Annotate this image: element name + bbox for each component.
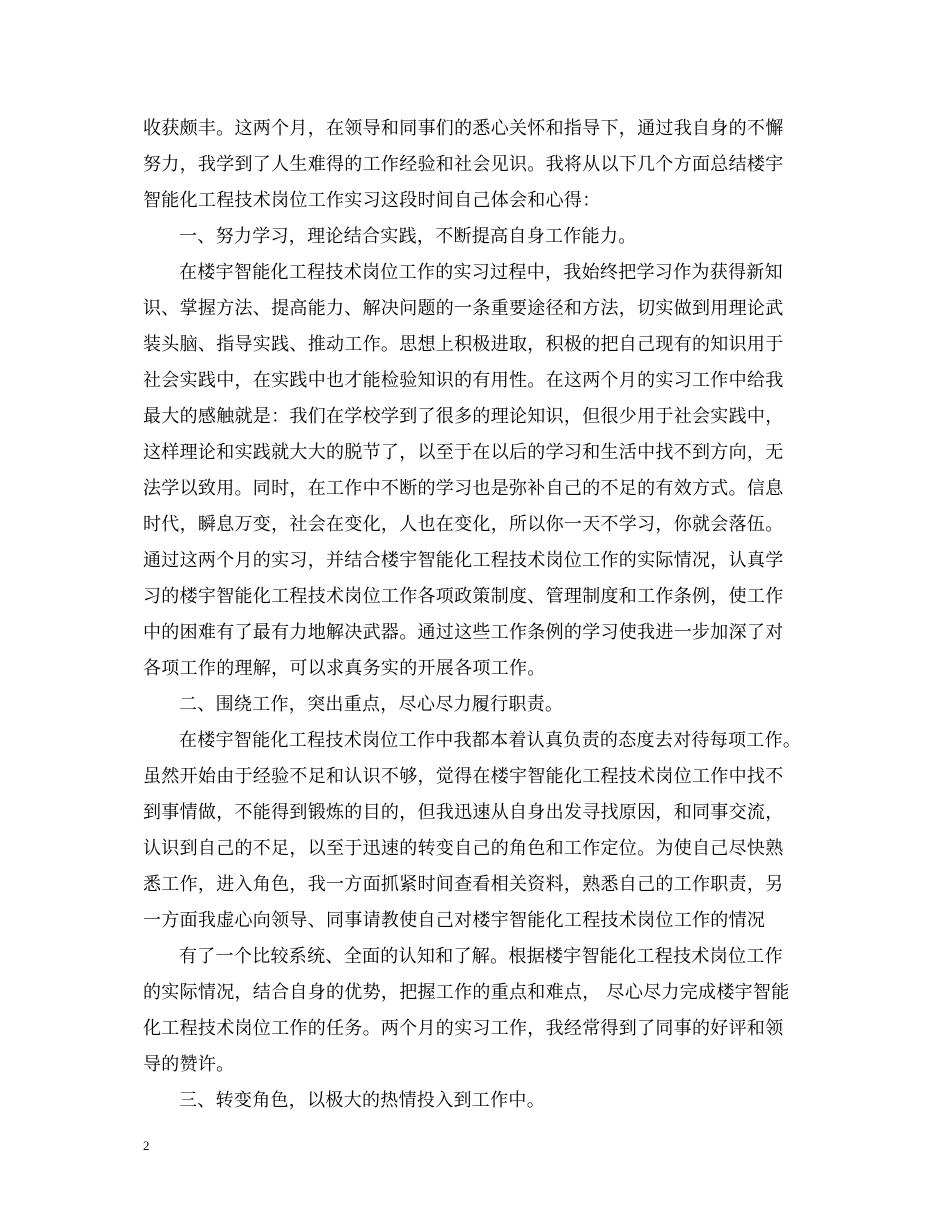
body-text-line: 的实际情况，结合自身的优势，把握工作的重点和难点， 尽心尽力完成楼宇智能 (143, 982, 790, 1003)
page-number: 2 (143, 1138, 150, 1153)
body-text-line: 习的楼宇智能化工程技术岗位工作各项政策制度、管理制度和工作条例，使工作 (143, 586, 784, 607)
body-text-line: 在楼宇智能化工程技术岗位工作中我都本着认真负责的态度去对待每项工作。 (179, 730, 802, 751)
body-text-line: 一方面我虚心向领导、同事请教使自己对楼宇智能化工程技术岗位工作的情况 (143, 910, 766, 931)
section-heading: 二、围绕工作，突出重点，尽心尽力履行职责。 (179, 694, 564, 715)
body-text-line: 通过这两个月的实习，并结合楼宇智能化工程技术岗位工作的实际情况，认真学 (143, 550, 784, 571)
body-text-line: 虽然开始由于经验不足和认识不够，觉得在楼宇智能化工程技术岗位工作中找不 (143, 766, 784, 787)
body-text-line: 最大的感触就是：我们在学校学到了很多的理论知识，但很少用于社会实践中， (143, 406, 784, 427)
body-text-line: 这样理论和实践就大大的脱节了，以至于在以后的学习和生活中找不到方向，无 (143, 442, 784, 463)
body-text-line: 化工程技术岗位工作的任务。两个月的实习工作，我经常得到了同事的好评和领 (143, 1018, 784, 1039)
body-text-line: 社会实践中，在实践中也才能检验知识的有用性。在这两个月的实习工作中给我 (143, 370, 784, 391)
body-text-line: 悉工作，进入角色，我一方面抓紧时间查看相关资料，熟悉自己的工作职责，另 (143, 874, 784, 895)
section-heading: 一、努力学习，理论结合实践，不断提高自身工作能力。 (179, 226, 637, 247)
body-text-line: 智能化工程技术岗位工作实习这段时间自己体会和心得： (143, 190, 601, 211)
body-text-line: 各项工作的理解，可以求真务实的开展各项工作。 (143, 658, 546, 679)
body-text-line: 时代，瞬息万变，社会在变化，人也在变化，所以你一天不学习，你就会落伍。 (143, 514, 784, 535)
body-text-line: 中的困难有了最有力地解决武器。通过这些工作条例的学习使我进一步加深了对 (143, 622, 784, 643)
section-heading: 三、转变角色，以极大的热情投入到工作中。 (179, 1090, 545, 1111)
body-text-line: 努力，我学到了人生难得的工作经验和社会见识。我将从以下几个方面总结楼宇 (143, 154, 784, 175)
body-text-line: 导的赞许。 (143, 1054, 235, 1075)
body-text-line: 装头脑、指导实践、推动工作。思想上积极进取，积极的把自己现有的知识用于 (143, 334, 784, 355)
body-text-line: 到事情做，不能得到锻炼的目的，但我迅速从自身出发寻找原因，和同事交流， (143, 802, 784, 823)
body-text-line: 识、掌握方法、提高能力、解决问题的一条重要途径和方法，切实做到用理论武 (143, 298, 784, 319)
body-text-line: 收获颇丰。这两个月，在领导和同事们的悉心关怀和指导下，通过我自身的不懈 (143, 118, 784, 139)
body-text-line: 法学以致用。同时，在工作中不断的学习也是弥补自己的不足的有效方式。信息 (143, 478, 784, 499)
body-text-line: 有了一个比较系统、全面的认知和了解。根据楼宇智能化工程技术岗位工作 (179, 946, 783, 967)
body-text-line: 认识到自己的不足，以至于迅速的转变自己的角色和工作定位。为使自己尽快熟 (143, 838, 784, 859)
body-text-line: 在楼宇智能化工程技术岗位工作的实习过程中，我始终把学习作为获得新知 (179, 262, 783, 283)
